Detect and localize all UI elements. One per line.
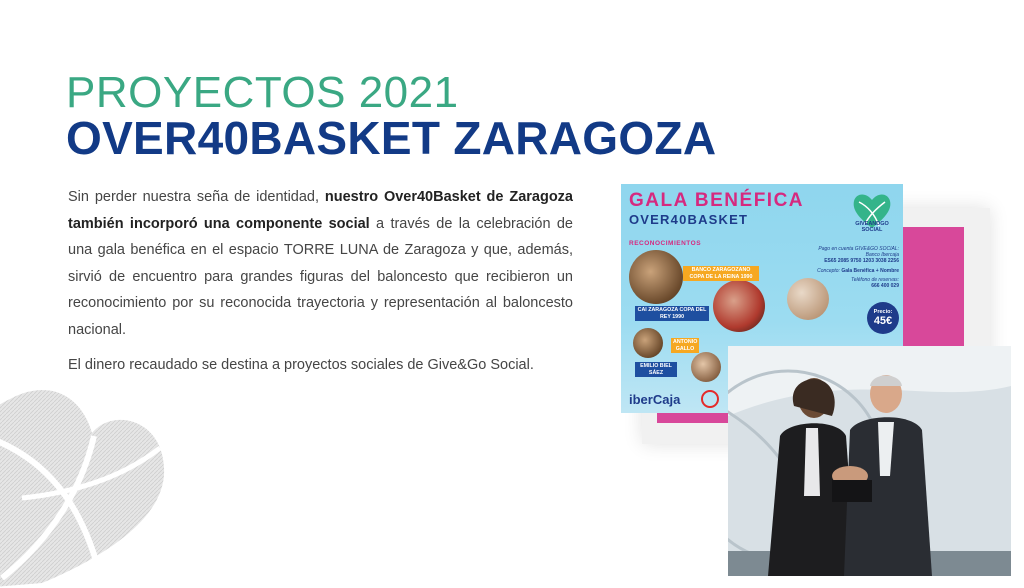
paragraph-1-end: a través de la celebración de una gala benéfica en el espacio TORRE LUNA de Zaragoza y que, además, sirvió de encuentro para grandes figuras del baloncesto que recibieron un reconocimiento por su reconocida trayectoria y representación al baloncesto nacional. xyxy=(68,215,573,338)
paragraph-1 xyxy=(68,184,573,343)
paragraph-1-start: Sin perder nuestra seña de identidad, xyxy=(68,189,325,205)
paragraph-2: El dinero recaudado se destina a proyectos sociales de Give&Go Social. xyxy=(68,357,534,373)
info-line-5: Teléfono de reservas: xyxy=(851,276,899,283)
event-photo xyxy=(728,346,1011,576)
info-concept-value: Gala Benéfica + Nombre xyxy=(841,267,899,274)
body-text xyxy=(68,184,573,388)
page-title-line2: OVER40BASKET ZARAGOZA xyxy=(66,112,717,164)
price-label: Precio: xyxy=(873,309,893,315)
honoree-label-3: ANTONIO GALLO xyxy=(673,339,698,352)
info-line-3: ES65 2085 9750 1203 3038 2256 xyxy=(824,258,899,265)
giveandgo-label: GIVEANDGO SOCIAL xyxy=(855,221,889,233)
honoree-photo-2 xyxy=(713,280,765,332)
info-line-2: Banco Ibercaja xyxy=(865,252,899,259)
info-line-4 xyxy=(799,268,899,274)
honoree-photo-1 xyxy=(629,250,683,304)
sponsor-mark-icon xyxy=(701,390,719,408)
info-line-6: 666 400 029 xyxy=(871,283,899,290)
honoree-label-4: EMILIO BIEL SÁEZ xyxy=(635,362,677,377)
honoree-photo-4 xyxy=(691,352,721,382)
poster-subtitle: OVER40BASKET xyxy=(629,212,749,227)
basketball-image xyxy=(787,278,829,320)
ibercaja-logo: iberCaja xyxy=(629,392,681,407)
info-concept-label: Concepto: xyxy=(817,267,840,274)
price-badge xyxy=(867,302,899,334)
poster-section-title: RECONOCIMIENTOS xyxy=(629,240,702,247)
honoree-label-2: CAI ZARAGOZA COPA DEL REY 1990 xyxy=(635,306,709,321)
price-value: 45€ xyxy=(873,315,893,327)
basketball-heart-decoration xyxy=(0,378,172,588)
poster-title: GALA BENÉFICA xyxy=(629,190,805,211)
page-title-line1: PROYECTOS 2021 xyxy=(66,68,459,117)
honoree-photo-3 xyxy=(633,328,663,358)
honoree-label-1: BANCO ZARAGOZANO COPA DE LA REINA 1990 xyxy=(683,266,759,281)
paragraph-1-highlight: nuestro Over40Basket de Zaragoza también incorporó una componente social xyxy=(68,189,573,232)
info-line-1: Pago en cuenta GIVE&GO SOCIAL: xyxy=(818,246,899,252)
